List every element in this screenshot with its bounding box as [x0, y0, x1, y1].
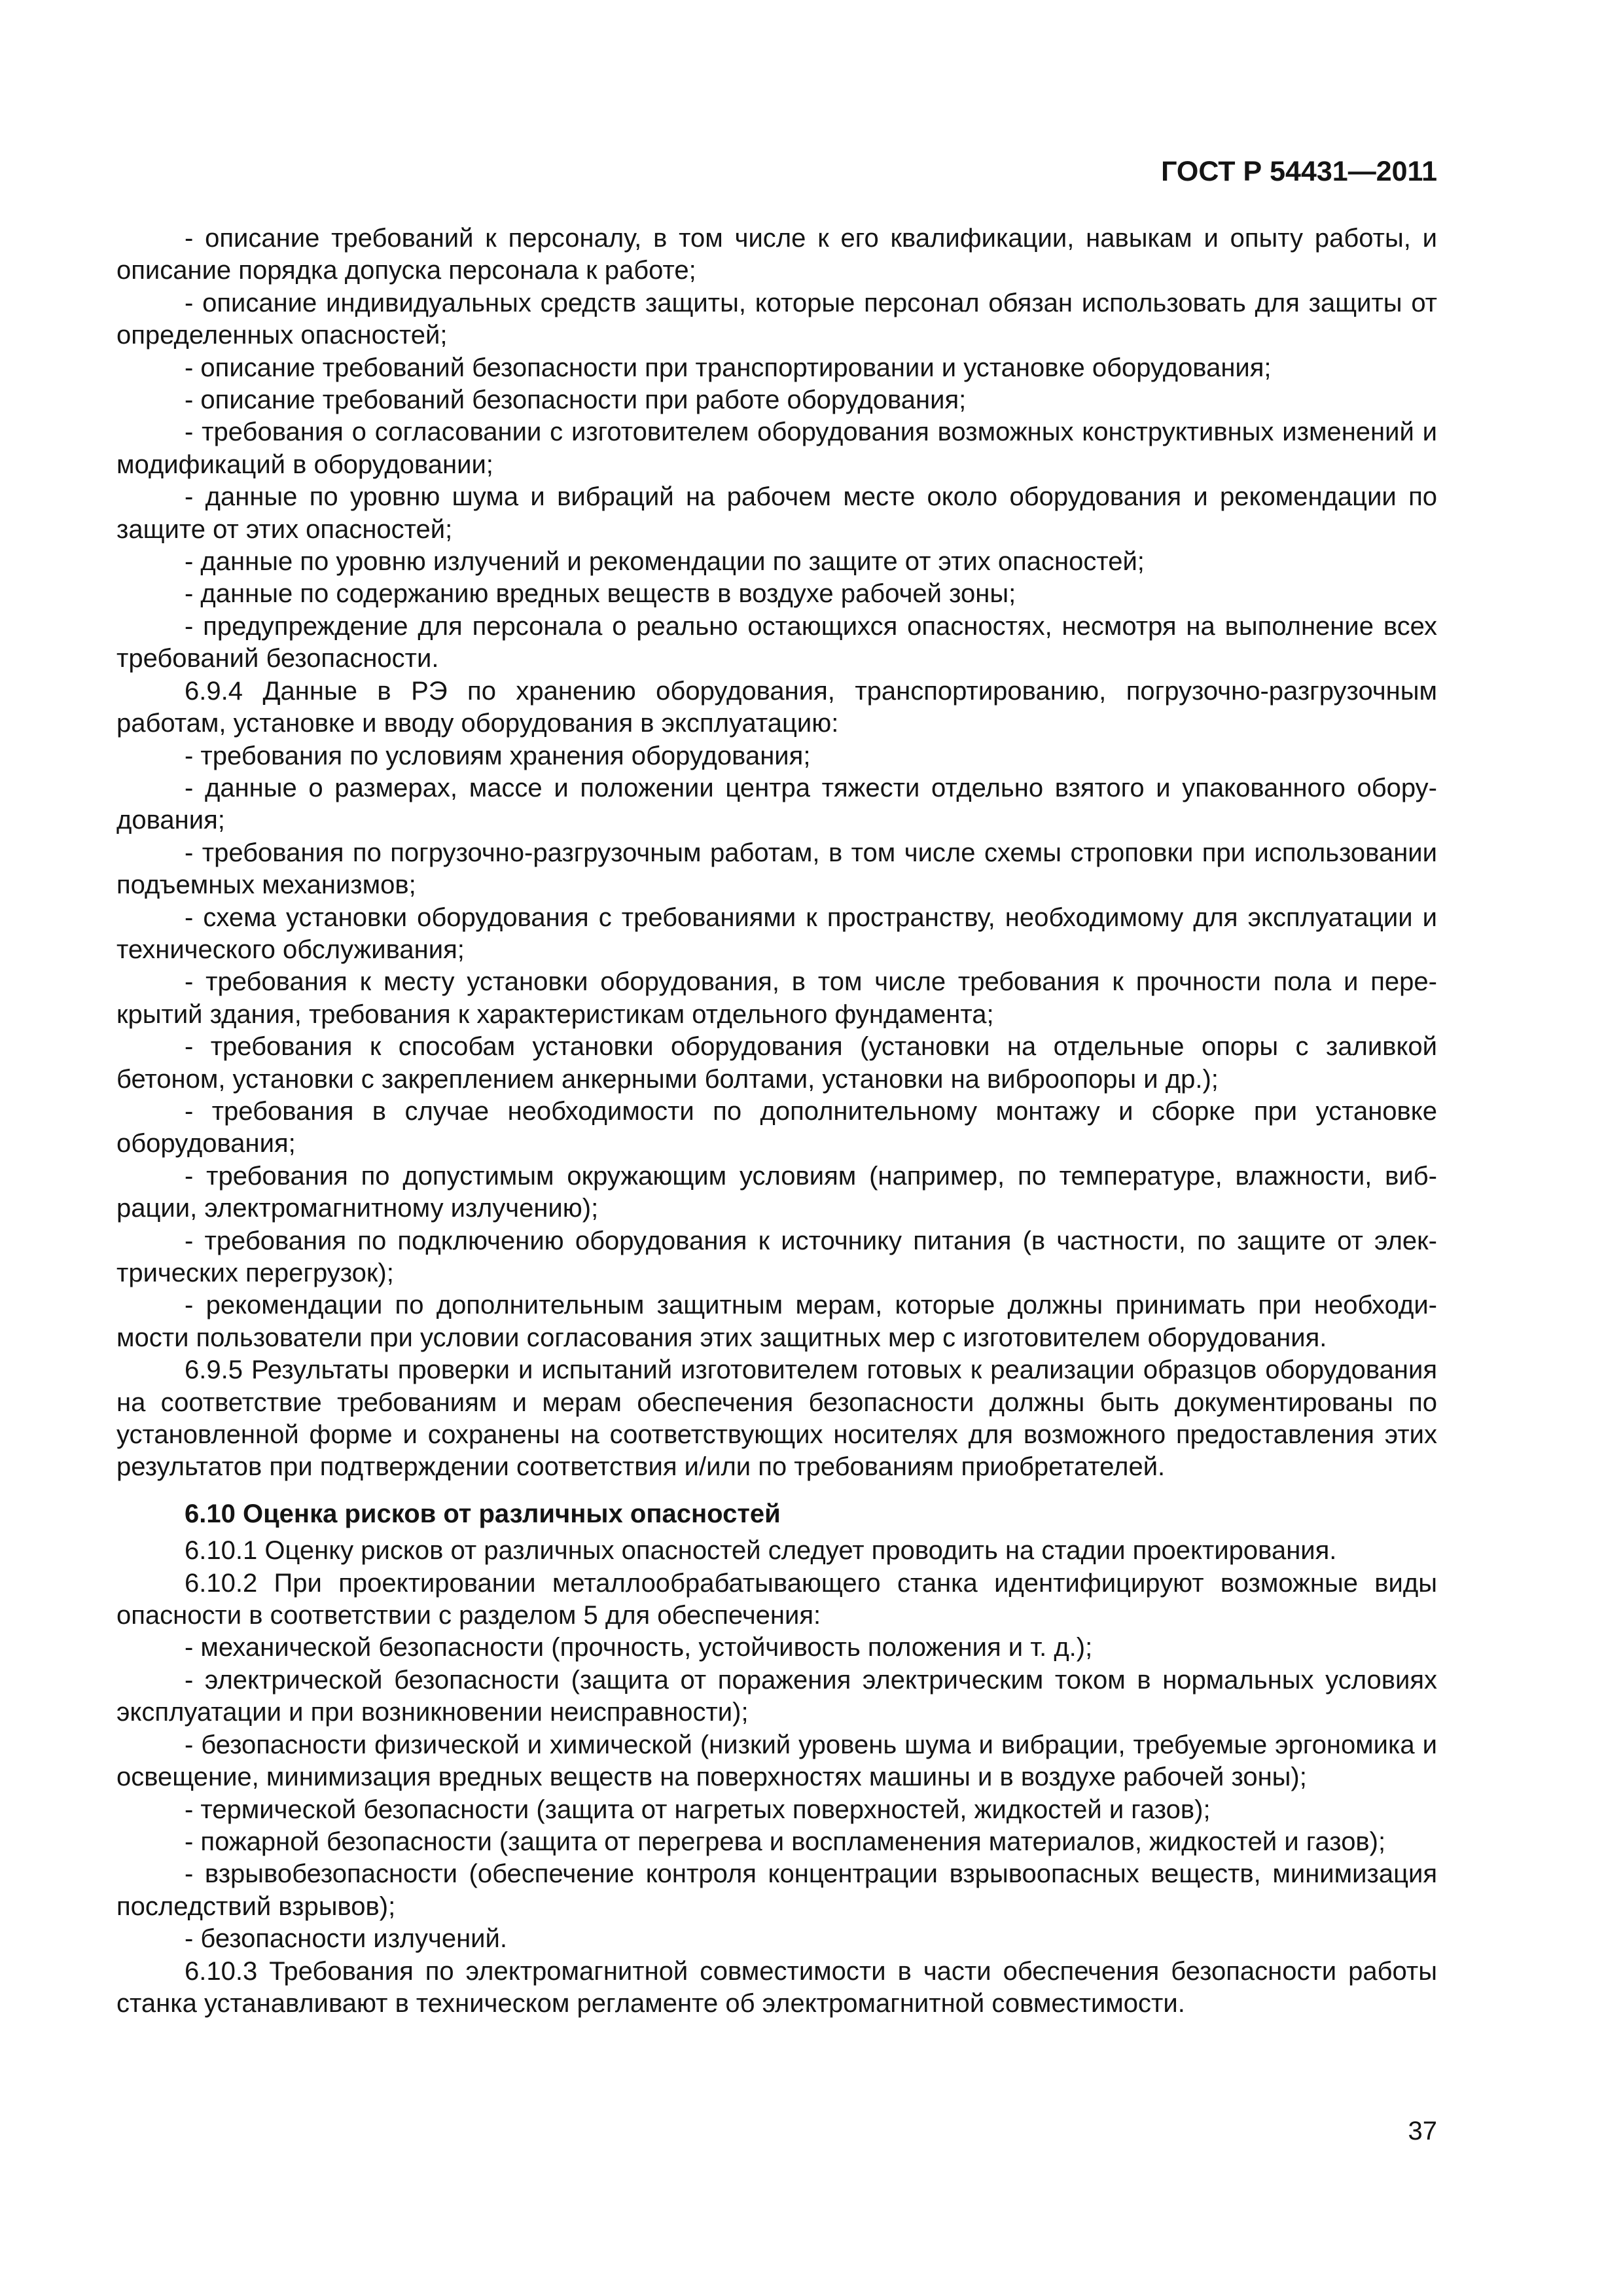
paragraph: - требования в случае необходимости по дополнительному монтажу и сборке при установке оборудования; [116, 1096, 1437, 1158]
page-number: 37 [1408, 2117, 1437, 2145]
paragraph: - описание индивидуальных средств защиты, которые персонал обязан использовать для защиты от определенных опасностей; [116, 288, 1437, 350]
paragraph: - безопасности излучений. [185, 1924, 507, 1954]
document-page [116, 154, 1437, 2020]
clause-6-10-2: 6.10.2 При проектировании металлообрабатывающего станка идентифицируют возможные виды опасности в соответствии с разделом 5 для обеспечения: [116, 1568, 1437, 1630]
clause-6-9-5: 6.9.5 Результаты проверки и испытаний изготовителем готовых к реализации образцов оборудования на соответствие требованиям и мерам обеспечения безопасности должны быть документированы по установленной форме и сохранены на соответствующих носителях для возможного предоставления этих результатов при подтверждении соответствия и/или по требованиям приобретателей. [116, 1355, 1437, 1482]
paragraph: - требования по подключению оборудования к источнику питания (в частности, по защите от электрических перегрузок); [116, 1226, 1437, 1287]
paragraph: - схема установки оборудования с требованиями к пространству, необходимому для эксплуатации и технического обслуживания; [116, 903, 1437, 964]
clause-6-9-4: 6.9.4 Данные в РЭ по хранению оборудования, транспортированию, погрузочно-разгрузочным работам, установке и вводу оборудования в эксплуатацию: [116, 676, 1437, 738]
paragraph: - данные по уровню излучений и рекомендации по защите от этих опасностей; [185, 547, 1145, 577]
paragraph: - данные о размерах, массе и положении центра тяжести отдельно взятого и упакованного оборудования; [116, 773, 1437, 835]
paragraph: - данные по содержанию вредных веществ в воздухе рабочей зоны; [185, 579, 1016, 609]
paragraph: - взрывобезопасности (обеспечение контроля концентрации взрывоопасных веществ, минимизация последствий взрывов); [116, 1859, 1437, 1921]
paragraph: - электрической безопасности (защита от поражения электрическим током в нормальных условиях эксплуатации и при возникновении неисправности); [116, 1665, 1437, 1727]
document-code-header: ГОСТ Р 54431—2011 [1161, 156, 1437, 187]
paragraph: - термической безопасности (защита от нагретых поверхностей, жидкостей и газов); [185, 1795, 1211, 1824]
paragraph: - требования о согласовании с изготовителем оборудования возможных конструктивных изменений и модификаций в оборудовании; [116, 418, 1437, 479]
clause-6-10-3: 6.10.3 Требования по электромагнитной совместимости в части обеспечения безопасности работы станка устанавливают в техническом регламенте об электромагнитной совместимости. [116, 1956, 1437, 2018]
paragraph: - пожарной безопасности (защита от перегрева и воспламенения материалов, жидкостей и газов); [185, 1827, 1386, 1856]
paragraph: - описание требований к персоналу, в том числе к его квалификации, навыкам и опыту работы, и описание порядка допуска персонала к работе; [116, 224, 1437, 285]
paragraph: - описание требований безопасности при работе оборудования; [185, 386, 967, 415]
clause-6-10-1: 6.10.1 Оценку рисков от различных опасностей следует проводить на стадии проектирования. [185, 1536, 1337, 1566]
paragraph: - предупреждение для персонала о реально остающихся опасностях, несмотря на выполнение всех требований безопасности. [116, 611, 1437, 673]
paragraph: - рекомендации по дополнительным защитным мерам, которые должны принимать при необходимости пользователи при условии согласования этих защитных мер с изготовителем оборудования. [116, 1291, 1437, 1352]
body-text-section-6-10 [116, 1535, 1437, 2020]
paragraph: - требования по допустимым окружающим условиям (например, по температуре, влажности, вибрации, электромагнитному излучению); [116, 1161, 1437, 1223]
paragraph: - требования к способам установки оборудования (установки на отдельные опоры с заливкой бетоном, установки с закреплением анкерными болтами, установки на виброопоры и др.); [116, 1032, 1437, 1094]
paragraph: - требования к месту установки оборудования, в том числе требования к прочности пола и перекрытий здания, требования к характеристикам отдельного фундамента; [116, 967, 1437, 1029]
paragraph: - механической безопасности (прочность, устойчивость положения и т. д.); [185, 1633, 1093, 1662]
paragraph: - безопасности физической и химической (низкий уровень шума и вибрации, требуемые эргономика и освещение, минимизация вредных веществ на поверхностях машины и в воздухе рабочей зоны); [116, 1730, 1437, 1792]
paragraph: - описание требований безопасности при транспортировании и установке оборудования; [185, 353, 1272, 382]
paragraph: - данные по уровню шума и вибраций на рабочем месте около оборудования и рекомендации по защите от этих опасностей; [116, 482, 1437, 544]
section-heading-6-10: 6.10 Оценка рисков от различных опасностей [185, 1499, 781, 1528]
paragraph: - требования по погрузочно-разгрузочным работам, в том числе схемы строповки при использовании подъемных механизмов; [116, 838, 1437, 900]
paragraph: - требования по условиям хранения оборудования; [185, 741, 811, 770]
body-text-top [116, 223, 1437, 1484]
